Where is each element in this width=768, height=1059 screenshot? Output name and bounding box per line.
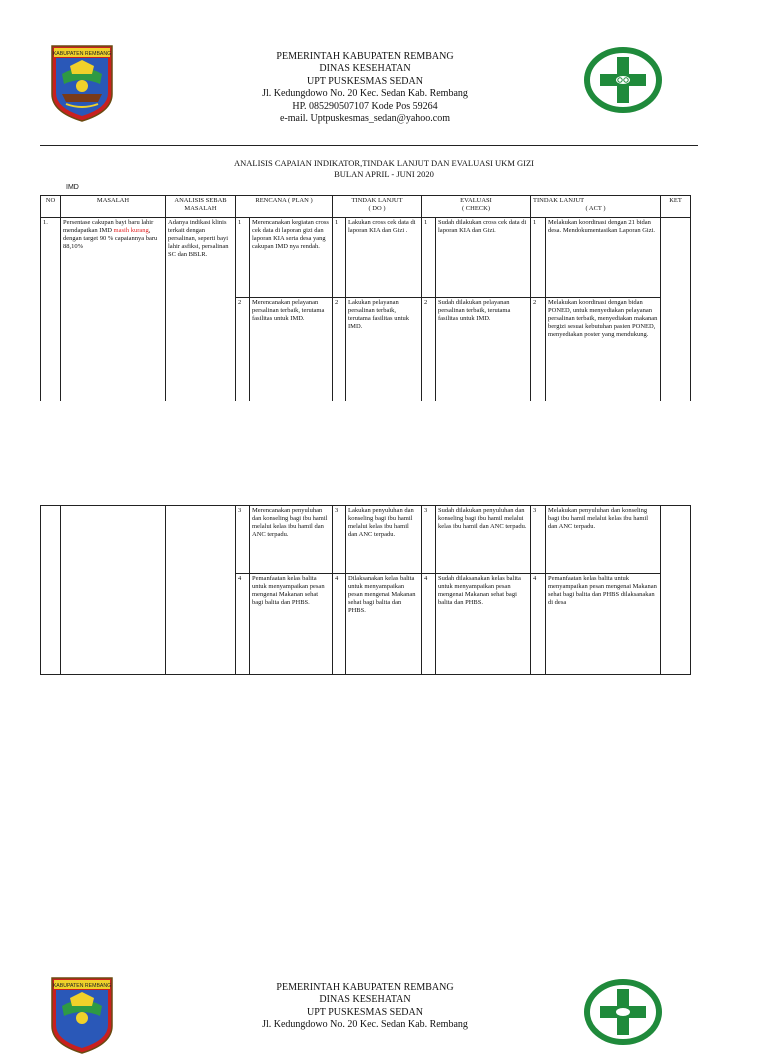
plan-text: Merencanakan kegiatan cross cek data di laporan gizi dan laporan KIA serta desa yang cakupan IMD nya rendah. <box>250 218 333 298</box>
col-tindak-act <box>531 196 661 218</box>
plan-num: 1 <box>236 218 250 298</box>
masalah-highlight: masih kurang <box>113 227 149 234</box>
letterhead-text <box>200 51 530 125</box>
col-tindak-act-label: TINDAK LANJUT <box>533 197 585 204</box>
address: Jl. Kedungdowo No. 20 Kec. Sedan Kab. Rembang <box>262 1019 468 1031</box>
col-rencana: RENCANA ( PLAN ) <box>236 196 333 218</box>
table-row <box>41 218 691 298</box>
letterhead <box>0 40 768 140</box>
title-line-1: ANALISIS CAPAIAN INDIKATOR,TINDAK LANJUT DAN EVALUASI UKM GIZI <box>233 158 534 168</box>
do-text: Dilaksanakan kelas balita untuk menyampaikan pesan mengenai Makanan sehat bagi balita dan PHBS. <box>346 574 422 675</box>
plan-text: Merencanakan penyuluhan dan konseling bagi ibu hamil melalui kelas ibu hamil dan ANC terpadu. <box>250 506 333 574</box>
row-masalah <box>61 218 166 402</box>
imd-label: IMD <box>66 184 79 191</box>
plan-text: Merencanakan pelayanan persalinan terbaik, terutama fasilitas untuk IMD. <box>250 298 333 402</box>
svg-text:KABUPATEN REMBANG: KABUPATEN REMBANG <box>52 51 112 57</box>
masalah-text-a: Persentase cakupan bayi baru lahir mendapatkan IMD <box>63 219 154 234</box>
act-num: 2 <box>531 298 546 402</box>
check-num: 1 <box>422 218 436 298</box>
check-text: Sudah dilakukan cross cek data di laporan KIA dan Gizi. <box>436 218 531 298</box>
row-ket <box>661 218 691 402</box>
col-analisis: ANALISIS SEBAB MASALAH <box>166 196 236 218</box>
letterhead-text <box>200 982 530 1032</box>
check-text: Sudah dilaksanakan kelas balita untuk menyampaikan pesan mengenai Makanan sehat bagi balita dan PHBS. <box>436 574 531 675</box>
check-text: Sudah dilakukan pelayanan persalinan terbaik, terutama fasilitas untuk IMD. <box>436 298 531 402</box>
col-tindak-do <box>333 196 422 218</box>
govt-name: PEMERINTAH KABUPATEN REMBANG <box>276 51 454 62</box>
col-no: NO <box>41 196 61 218</box>
table-row <box>41 506 691 574</box>
puskesmas-logo <box>580 44 666 116</box>
do-num: 2 <box>333 298 346 402</box>
address: Jl. Kedungdowo No. 20 Kec. Sedan Kab. Rembang <box>262 88 468 100</box>
unit-name: UPT PUSKESMAS SEDAN <box>307 75 423 87</box>
check-text: Sudah dilakukan penyuluhan dan konseling bagi ibu hamil melalui kelas ibu hamil dan ANC terpadu. <box>436 506 531 574</box>
check-num: 3 <box>422 506 436 574</box>
col-masalah: MASALAH <box>61 196 166 218</box>
svg-text:KABUPATEN REMBANG: KABUPATEN REMBANG <box>52 983 112 989</box>
col-tindak-do-label: TINDAK LANJUT <box>351 197 403 204</box>
phone: HP. 085290507107 Kode Pos 59264 <box>292 100 438 112</box>
header-divider <box>40 145 698 146</box>
plan-num: 3 <box>236 506 250 574</box>
plan-num: 2 <box>236 298 250 402</box>
col-ket: KET <box>661 196 691 218</box>
unit-name: UPT PUSKESMAS SEDAN <box>307 1006 423 1018</box>
act-text: Melakukan koordinasi dengan bidan PONED, untuk menyediakan pelayanan persalinan terbaik, menyediakan makanan bergizi sesuai kebutuhan pasien PONED, menyediakan poster yang mendukung. <box>546 298 661 402</box>
table-header-row <box>41 196 691 218</box>
act-text: Melakukan penyuluhan dan konseling bagi ibu hamil melalui kelas ibu hamil dan ANC terpadu. <box>546 506 661 574</box>
col-evaluasi-sub: ( CHECK) <box>462 205 490 212</box>
check-num: 4 <box>422 574 436 675</box>
act-num: 4 <box>531 574 546 675</box>
col-tindak-act-sub: ( ACT ) <box>585 205 606 212</box>
govt-name: PEMERINTAH KABUPATEN REMBANG <box>276 982 454 993</box>
letterhead-next-page <box>0 972 768 1031</box>
act-text: Melakukan koordinasi dengan 21 bidan desa. Mendokumentasikan Laporan Gizi. <box>546 218 661 298</box>
row-analisis: Adanya indikasi klinis terkait dengan persalinan, seperti bayi lahir asfiksi, persalinan SC dan BBLR. <box>166 218 236 402</box>
col-tindak-do-sub: ( DO ) <box>368 205 386 212</box>
analysis-table-part-1 <box>40 195 691 402</box>
col-evaluasi <box>422 196 531 218</box>
document-title <box>120 158 648 179</box>
page-break-gap <box>38 401 698 505</box>
do-text: Lakukan cross cek data di laporan KIA dan Gizi . <box>346 218 422 298</box>
col-evaluasi-label: EVALUASI <box>460 197 492 204</box>
plan-num: 4 <box>236 574 250 675</box>
rembang-regency-logo <box>48 44 116 122</box>
row-no-cont <box>41 506 61 675</box>
do-num: 1 <box>333 218 346 298</box>
check-num: 2 <box>422 298 436 402</box>
plan-text: Pemanfaatan kelas balita untuk menyampaikan pesan mengenai Makanan sehat bagi balita dan PHBS. <box>250 574 333 675</box>
puskesmas-logo <box>580 976 666 1048</box>
row-masalah-cont <box>61 506 166 675</box>
agency-name: DINAS KESEHATAN <box>319 994 411 1006</box>
rembang-regency-logo <box>48 976 116 1054</box>
do-num: 3 <box>333 506 346 574</box>
title-line-2: BULAN APRIL - JUNI 2020 <box>334 168 434 179</box>
masalah-text-b: , dengan target 90 % capaiannya baru 88,10% <box>63 227 158 250</box>
act-num: 3 <box>531 506 546 574</box>
do-text: Lakukan penyuluhan dan konseling bagi ibu hamil melalui kelas ibu hamil dan ANC terpadu. <box>346 506 422 574</box>
row-analisis-cont <box>166 506 236 675</box>
do-text: Lakukan pelayanan persalinan terbaik, terutama fasilitas untuk IMD. <box>346 298 422 402</box>
act-num: 1 <box>531 218 546 298</box>
email: e-mail. Uptpuskesmas_sedan@yahoo.com <box>279 113 450 125</box>
row-no: 1. <box>41 218 61 402</box>
do-num: 4 <box>333 574 346 675</box>
row-ket-cont <box>661 506 691 675</box>
agency-name: DINAS KESEHATAN <box>319 63 411 75</box>
analysis-table-part-2 <box>40 505 691 675</box>
act-text: Pemanfaatan kelas balita untuk menyampaikan pesan mengenai Makanan sehat bagi balita dan PHBS dilaksanakan di desa <box>546 574 661 675</box>
